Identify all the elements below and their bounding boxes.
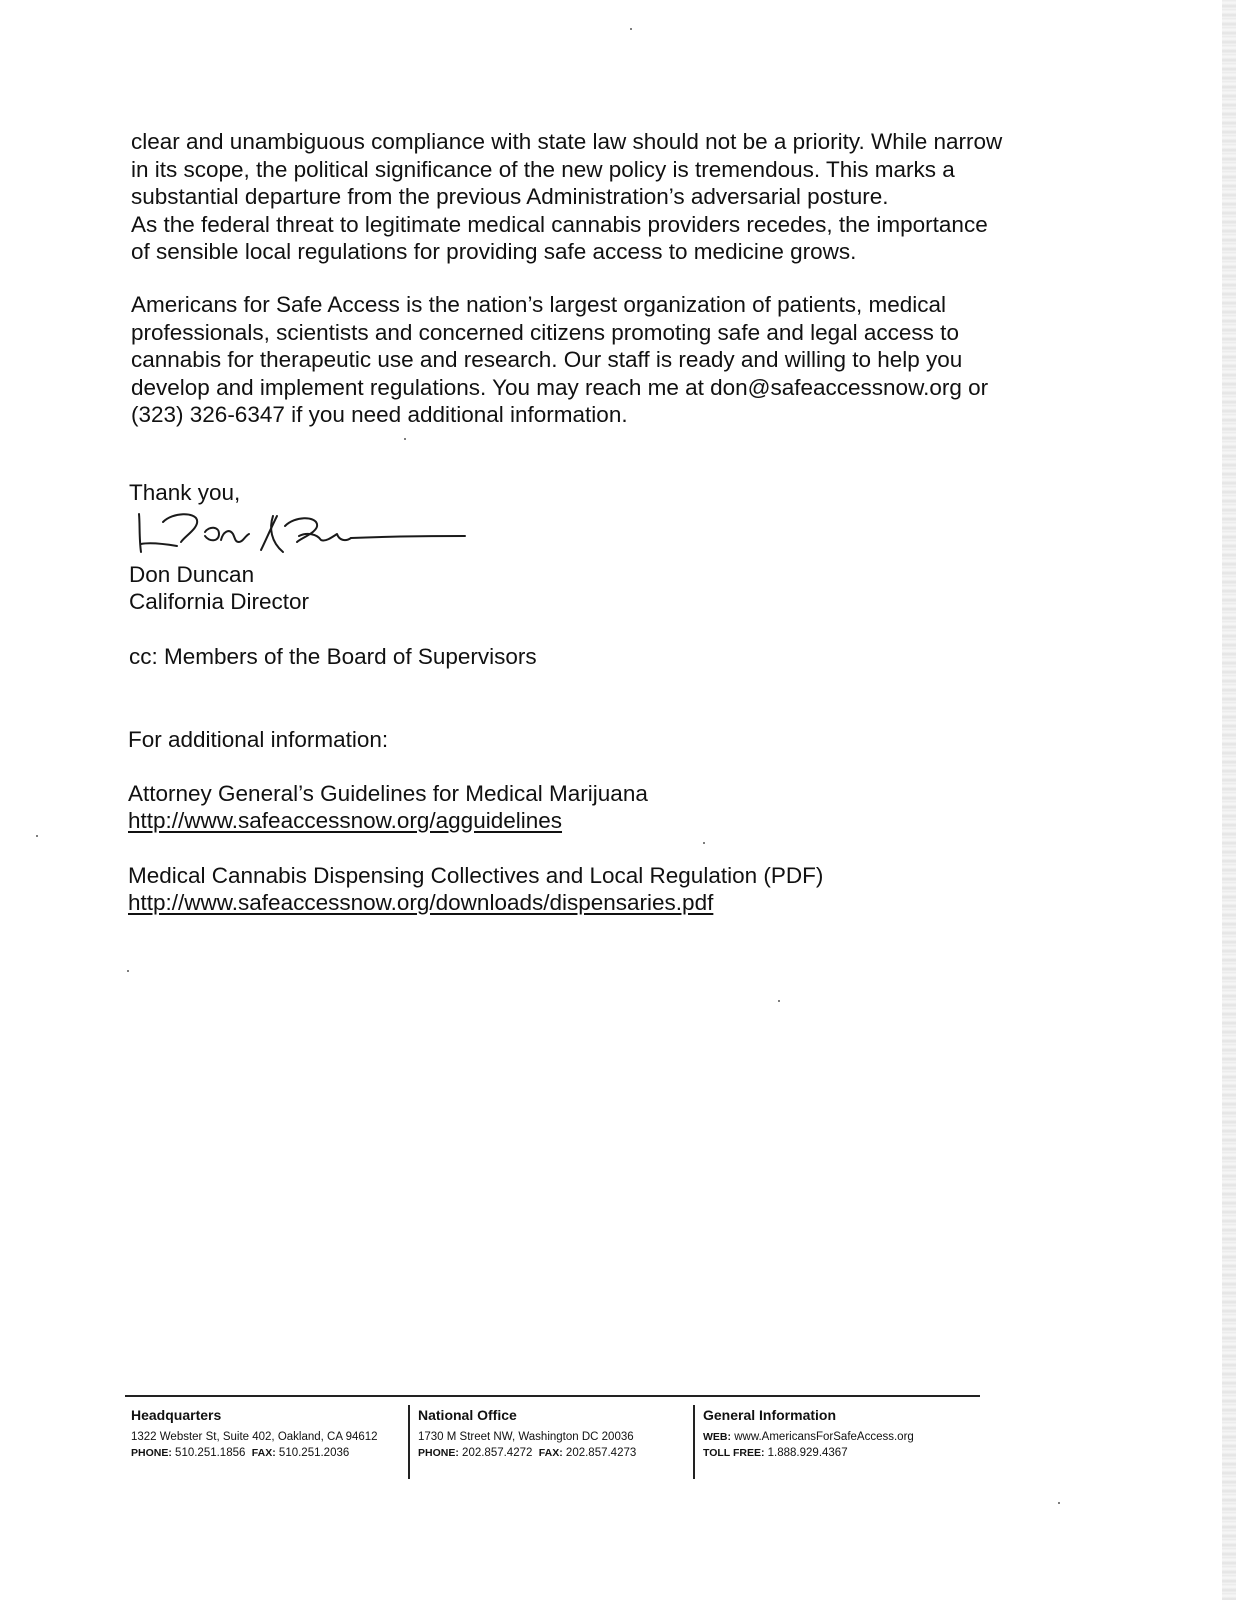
- cc-line: cc: Members of the Board of Supervisors: [129, 644, 537, 669]
- paragraph-line: in its scope, the political significance of the new policy is tremendous. This marks a: [131, 156, 955, 182]
- paragraph-line: substantial departure from the previous Administration’s adversarial posture.: [131, 184, 889, 209]
- closing-salutation: Thank you,: [129, 480, 241, 505]
- scan-edge-strip: [1222, 0, 1236, 1600]
- paragraph-organization: [131, 291, 1091, 429]
- tollfree-label: TOLL FREE:: [703, 1447, 765, 1459]
- footer-general-information-title: General Information: [703, 1407, 837, 1423]
- web-label: WEB:: [703, 1431, 731, 1443]
- paragraph-line: develop and implement regulations. You may reach me at don@safeaccessnow.org or: [131, 374, 989, 400]
- resource-title: Medical Cannabis Dispensing Collectives and Local Regulation (PDF): [128, 863, 824, 888]
- scan-speck: [778, 1000, 780, 1002]
- tollfree-number: 1.888.929.4367: [767, 1447, 848, 1459]
- additional-info-heading: For additional information:: [128, 727, 389, 752]
- footer-tollfree: [703, 1445, 914, 1461]
- scan-speck: [404, 438, 406, 440]
- footer-national-office-address: 1730 M Street NW, Washington DC 20036: [418, 1431, 634, 1443]
- resource-link[interactable]: http://www.safeaccessnow.org/agguidelines: [128, 808, 563, 833]
- fax-number: 510.251.2036: [278, 1447, 350, 1459]
- paragraph-line: professionals, scientists and concerned citizens promoting safe and legal access to: [131, 319, 959, 345]
- fax-label: FAX:: [538, 1447, 563, 1459]
- footer-national-office-contact: [418, 1445, 636, 1461]
- footer-headquarters-title: Headquarters: [131, 1407, 222, 1423]
- footer-web: [703, 1429, 914, 1445]
- footer-rule: [125, 1395, 980, 1397]
- footer-national-office: [418, 1405, 636, 1461]
- footer-divider: [693, 1405, 695, 1479]
- scan-speck: [127, 970, 129, 972]
- footer-headquarters-contact: [131, 1445, 378, 1461]
- fax-number: 202.857.4273: [565, 1447, 637, 1459]
- paragraph-line: Americans for Safe Access is the nation’s largest organization of patients, medical: [131, 292, 947, 317]
- phone-label: PHONE:: [131, 1447, 172, 1459]
- phone-number: 202.857.4272: [462, 1447, 533, 1459]
- scan-speck: [630, 28, 632, 30]
- phone-label: PHONE:: [418, 1447, 459, 1459]
- signer-name: Don Duncan: [129, 562, 255, 587]
- footer-divider: [408, 1405, 410, 1479]
- scan-speck: [703, 842, 705, 844]
- scan-speck: [36, 835, 38, 837]
- paragraph-line: (323) 326-6347 if you need additional information.: [131, 402, 628, 427]
- footer-headquarters: [131, 1405, 378, 1461]
- footer-national-office-title: National Office: [418, 1407, 517, 1423]
- paragraph-line: clear and unambiguous compliance with state law should not be a priority. While narrow: [131, 129, 1003, 154]
- resource-link[interactable]: http://www.safeaccessnow.org/downloads/dispensaries.pdf: [128, 890, 714, 915]
- paragraph-line: of sensible local regulations for providing safe access to medicine grows.: [131, 239, 857, 264]
- paragraph-line: cannabis for therapeutic use and research. Our staff is ready and willing to help you: [131, 347, 963, 372]
- web-address: www.AmericansForSafeAccess.org: [734, 1431, 914, 1443]
- handwritten-signature: [125, 502, 470, 568]
- scan-speck: [1058, 1502, 1060, 1504]
- resource-title: Attorney General’s Guidelines for Medical Marijuana: [128, 781, 648, 806]
- paragraph-policy: [131, 128, 1091, 266]
- fax-label: FAX:: [251, 1447, 276, 1459]
- phone-number: 510.251.1856: [175, 1447, 246, 1459]
- footer-general-information: [703, 1405, 914, 1461]
- footer-headquarters-address: 1322 Webster St, Suite 402, Oakland, CA 94612: [131, 1431, 378, 1443]
- signer-title: California Director: [129, 589, 310, 614]
- paragraph-line: As the federal threat to legitimate medical cannabis providers recedes, the importance: [131, 211, 988, 237]
